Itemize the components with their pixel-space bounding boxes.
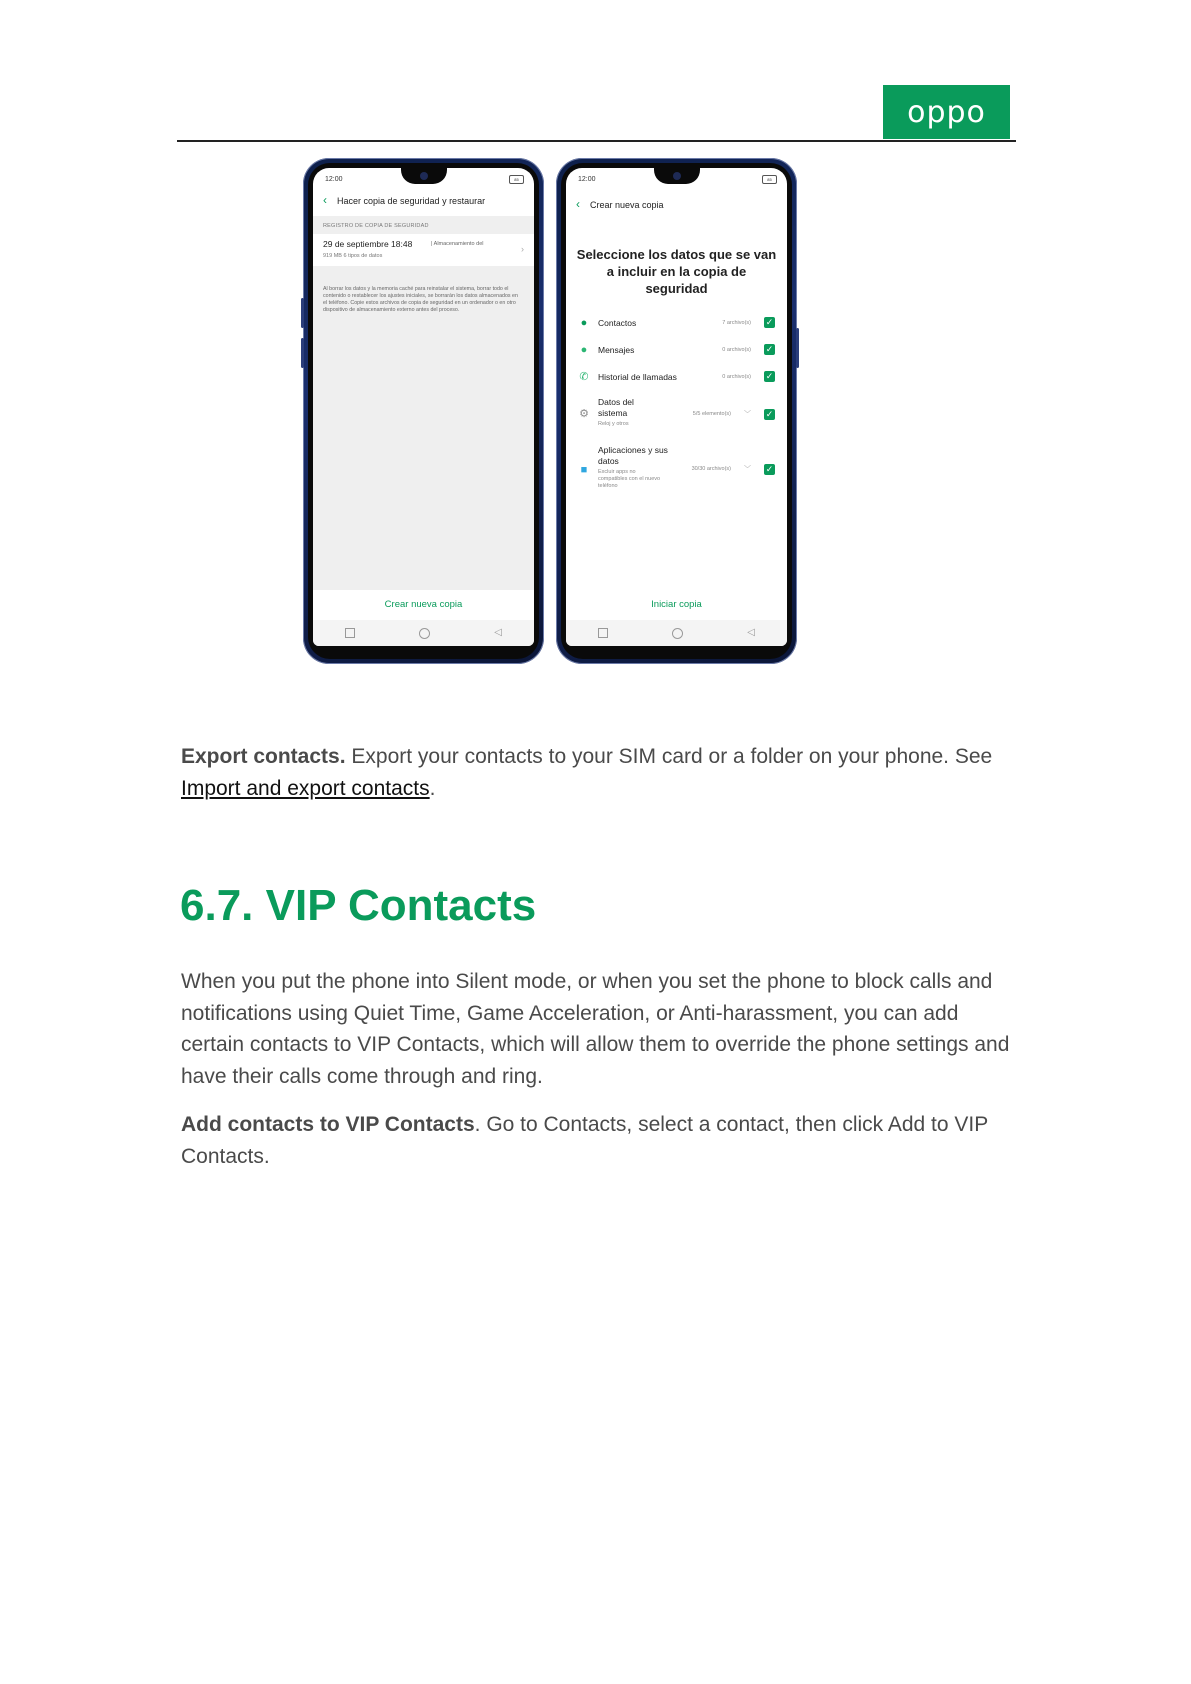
back-arrow-icon[interactable]: ‹ [576, 197, 580, 211]
item-name: Datos del sistema [598, 397, 634, 418]
phone-screen [313, 168, 534, 646]
back-arrow-icon[interactable]: ‹ [323, 193, 327, 207]
list-item-contacts[interactable] [566, 316, 787, 330]
list-item-apps[interactable] [566, 444, 787, 502]
checkbox-checked[interactable]: ✓ [765, 344, 774, 354]
info-text: Al borrar los datos y la memoria caché para reinstalar el sistema, borrar todo el contenido o restablecer los ajustes iniciales, se borrarán los datos almacenados en el teléfono. Copie estos archivos de copia de seguridad en un ordenador o en otro dispositivo de almacenamiento externo antes del proceso. [323, 286, 518, 313]
list-item-call-history[interactable] [566, 370, 787, 384]
notch [401, 168, 447, 184]
export-contacts-label: Export contacts. [181, 745, 346, 768]
phone-screen [566, 168, 787, 646]
header-divider [177, 140, 1016, 142]
checkbox-checked[interactable]: ✓ [765, 371, 774, 381]
add-vip-paragraph [181, 1109, 1016, 1172]
item-count: 0 archivo(s) [722, 347, 751, 353]
volume-button [301, 298, 304, 328]
list-item-messages[interactable] [566, 343, 787, 357]
vip-description-paragraph: When you put the phone into Silent mode, or when you set the phone to block calls and notifications using Quiet Time, Game Acceleration, or Anti-harassment, you can add certain contacts to VIP Contacts, which will allow them to override the phone settings and have their calls come through and ring. [181, 970, 1010, 1088]
battery-icon: 85 [762, 175, 777, 184]
export-contacts-paragraph [181, 741, 1016, 804]
home-icon[interactable] [419, 628, 430, 639]
add-vip-label: Add contacts to VIP Contacts [181, 1113, 475, 1136]
recent-apps-icon[interactable] [345, 628, 355, 638]
item-count: 0 archivo(s) [722, 374, 751, 380]
phone-screenshot-backup [303, 158, 544, 664]
gear-icon: ⚙ [579, 408, 589, 420]
list-item-system-data[interactable] [566, 396, 787, 432]
nav-bar [313, 620, 534, 646]
chevron-right-icon: › [521, 244, 524, 254]
phone-screenshot-new-backup [556, 158, 797, 664]
section-label: REGISTRO DE COPIA DE SEGURIDAD [323, 223, 429, 229]
back-icon[interactable]: ◁ [494, 627, 502, 638]
notch [654, 168, 700, 184]
chevron-down-icon[interactable]: ﹀ [744, 411, 751, 418]
checkbox-checked[interactable]: ✓ [765, 317, 774, 327]
checkbox-checked[interactable]: ✓ [765, 464, 774, 474]
item-name: Contactos [598, 318, 637, 328]
phone-icon: ✆ [579, 371, 589, 383]
message-icon: ● [580, 344, 588, 356]
battery-icon: 85 [509, 175, 524, 184]
record-location: | Almacenamiento del [431, 241, 484, 247]
item-name: Mensajes [598, 345, 635, 355]
item-count: 30/30 archivo(s) [691, 466, 731, 472]
record-size: 919 MB 6 tipos de datos [323, 253, 383, 259]
screen-title: Crear nueva copia [590, 200, 664, 210]
nav-bar [566, 620, 787, 646]
app-bar [313, 190, 534, 212]
status-time: 12:00 [325, 176, 343, 183]
selection-heading: Seleccione los datos que se van a incluir en la copia de seguridad [576, 247, 777, 296]
backup-record-row[interactable] [313, 234, 534, 266]
status-time: 12:00 [578, 176, 596, 183]
power-button [796, 328, 799, 368]
checkbox-checked[interactable]: ✓ [765, 409, 774, 419]
item-name: Aplicaciones y sus datos [598, 445, 668, 466]
home-icon[interactable] [672, 628, 683, 639]
app-bar [566, 194, 787, 216]
item-count: 7 archivo(s) [722, 320, 751, 326]
add-vip-text: . Go to Contacts, select a contact, then click Add to VIP Contacts. [181, 1113, 988, 1168]
create-backup-button[interactable]: Crear nueva copia [313, 592, 534, 618]
section-heading: 6.7. VIP Contacts [180, 881, 537, 930]
export-contacts-text: Export your contacts to your SIM card or a folder on your phone. See [345, 745, 993, 768]
person-icon: ● [580, 317, 588, 329]
import-export-link[interactable]: Import and export contacts [181, 776, 430, 800]
back-icon[interactable]: ◁ [747, 627, 755, 638]
camera-icon [420, 172, 428, 180]
export-tail: . [429, 776, 436, 800]
item-subtitle: Excluir apps no compatibles con el nuevo teléfono [598, 469, 661, 489]
start-backup-button[interactable]: Iniciar copia [566, 592, 787, 618]
screen-title: Hacer copia de seguridad y restaurar [337, 196, 486, 206]
chevron-down-icon[interactable]: ﹀ [744, 466, 751, 473]
volume-button [301, 338, 304, 368]
oppo-logo [883, 85, 1010, 139]
item-count: 5/5 elemento(s) [692, 411, 731, 417]
camera-icon [673, 172, 681, 180]
content-background [313, 216, 534, 590]
logo-text: oppo [907, 94, 986, 130]
recent-apps-icon[interactable] [598, 628, 608, 638]
record-date: 29 de septiembre 18:48 [323, 239, 413, 249]
apps-icon: ■ [580, 464, 588, 476]
item-name: Historial de llamadas [598, 372, 677, 382]
item-subtitle: Reloj y otros [598, 421, 629, 427]
